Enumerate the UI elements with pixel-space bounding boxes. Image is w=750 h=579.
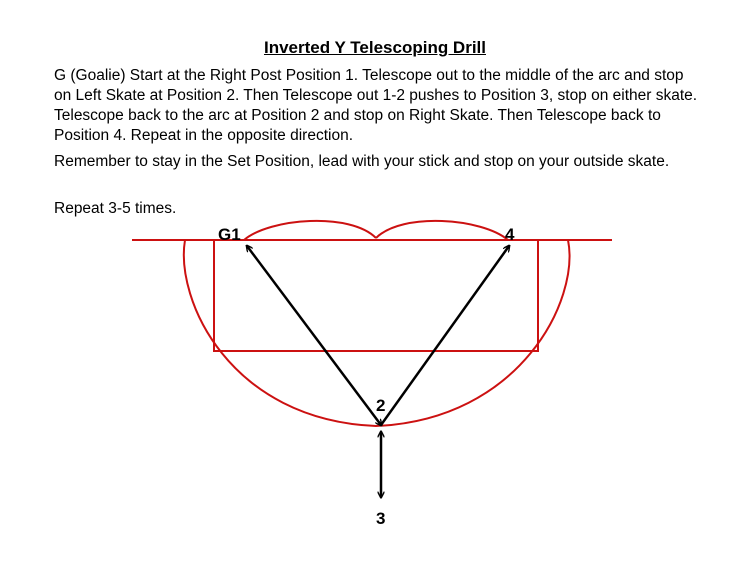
net-right-lobe bbox=[376, 221, 508, 240]
arrow-2-to-4 bbox=[381, 246, 509, 425]
crease-markings bbox=[132, 221, 612, 426]
arrow-g1-to-2 bbox=[247, 246, 381, 425]
movement-arrows bbox=[247, 246, 509, 497]
instructions-paragraph: G (Goalie) Start at the Right Post Position 1. Telescope out to the middle of the arc and stop on Left Skate at Position 2. Then Telescope out 1-2 pushes to Position 3, stop on either skate. Telescope back to the arc at Position 2 and stop on Right Skate. Then Telescope back to Position 4. Repeat in the opposite direction. bbox=[54, 67, 698, 144]
position-4-label: 4 bbox=[505, 225, 515, 244]
position-2-label: 2 bbox=[376, 396, 386, 415]
drill-title: Inverted Y Telescoping Drill bbox=[263, 38, 486, 57]
position-3-label: 3 bbox=[376, 509, 386, 528]
net-left-lobe bbox=[244, 221, 376, 240]
goal-box bbox=[214, 240, 538, 351]
technique-paragraph: Remember to stay in the Set Position, lead with your stick and stop on your outside skate. bbox=[54, 153, 670, 170]
repetition-paragraph: Repeat 3-5 times. bbox=[54, 200, 177, 217]
position-g1-label: G1 bbox=[218, 225, 241, 244]
